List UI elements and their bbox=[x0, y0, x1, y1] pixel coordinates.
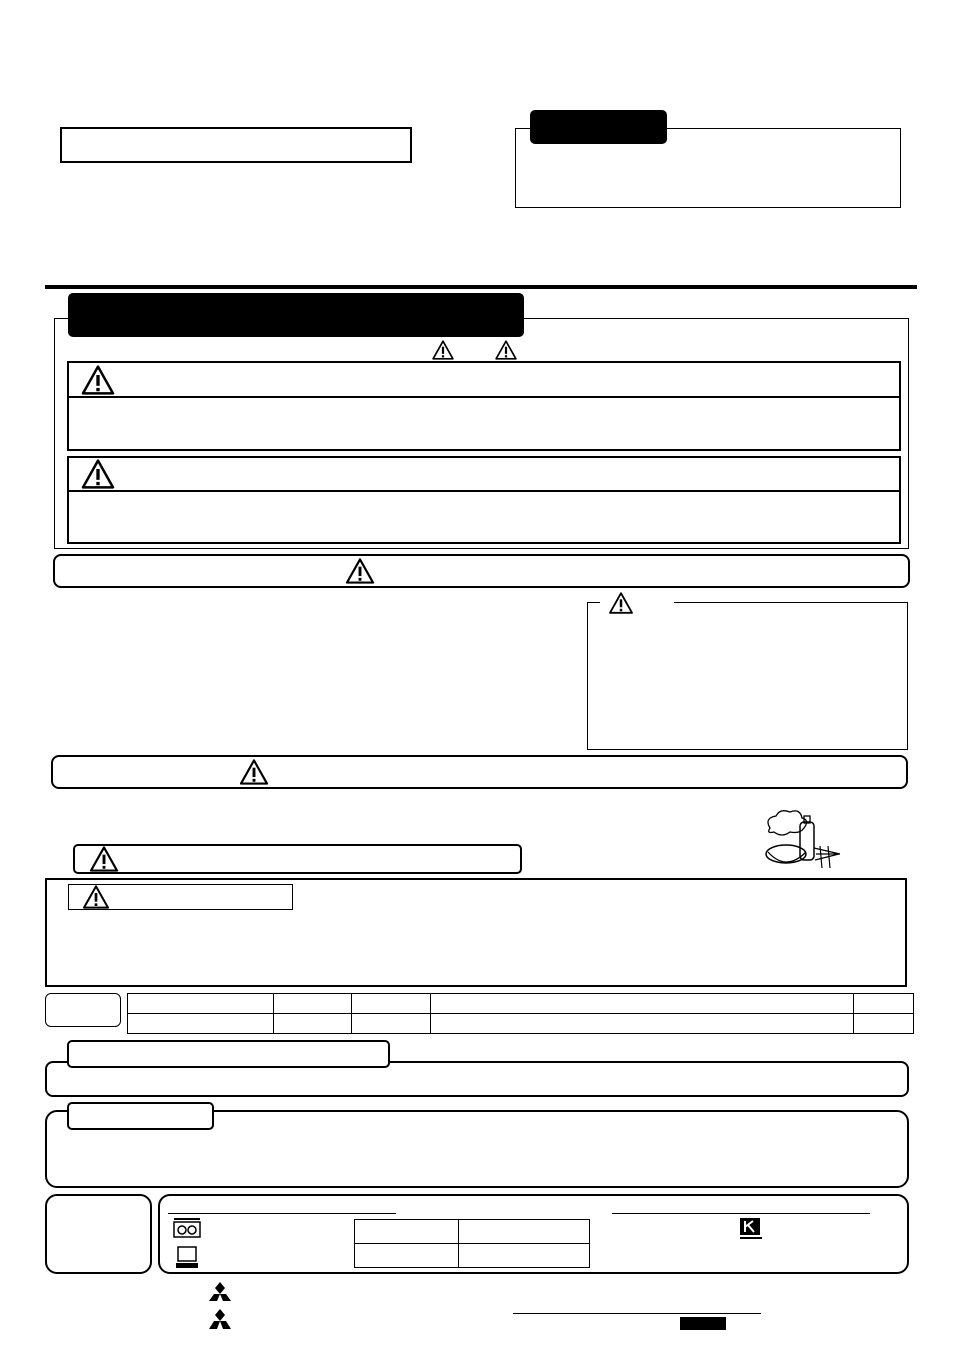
warning-triangle-icon bbox=[80, 459, 116, 489]
warning-triangle-icon bbox=[88, 846, 120, 872]
table-cell bbox=[854, 1014, 914, 1034]
footer-mark bbox=[680, 1317, 726, 1330]
illustration-icon bbox=[760, 808, 844, 874]
table-row bbox=[128, 994, 914, 1014]
table-cell bbox=[431, 1014, 854, 1034]
usage-caution-bar bbox=[51, 755, 908, 789]
side-caution-box bbox=[587, 602, 908, 750]
internet-icon bbox=[175, 1243, 199, 1269]
contact-table bbox=[354, 1219, 590, 1268]
table-cell bbox=[128, 1014, 274, 1034]
title-box bbox=[60, 127, 412, 163]
safety-banner bbox=[68, 293, 524, 337]
table-cell bbox=[431, 994, 854, 1014]
fax-icon bbox=[738, 1217, 764, 1241]
spec-table bbox=[127, 993, 914, 1034]
table-row bbox=[355, 1220, 590, 1244]
caution-header-line bbox=[67, 490, 901, 492]
warning-triangle-icon bbox=[344, 558, 376, 584]
contact-rule-right bbox=[612, 1213, 870, 1214]
table-cell bbox=[274, 1014, 352, 1034]
table-row bbox=[128, 1014, 914, 1034]
divider-rule bbox=[45, 285, 917, 289]
warning-triangle-icon bbox=[80, 365, 116, 395]
warning-triangle-icon bbox=[495, 340, 517, 360]
caution-text bbox=[80, 496, 890, 540]
table-cell bbox=[352, 1014, 431, 1034]
free-dial-icon bbox=[173, 1218, 201, 1238]
table-cell bbox=[459, 1244, 590, 1268]
warning-triangle-icon bbox=[608, 592, 634, 614]
mitsubishi-logo-icon bbox=[205, 1309, 235, 1331]
warning-text bbox=[80, 402, 890, 446]
footer-rule bbox=[513, 1313, 761, 1314]
table-cell bbox=[355, 1220, 459, 1244]
warning-header-line bbox=[67, 396, 901, 398]
table-cell bbox=[854, 994, 914, 1014]
note-tab bbox=[530, 110, 667, 144]
side-caution-tab-line bbox=[674, 602, 908, 603]
warning-triangle-icon bbox=[238, 759, 270, 785]
mitsubishi-logo-icon bbox=[205, 1282, 235, 1302]
warning-triangle-icon bbox=[432, 340, 454, 360]
table-cell bbox=[352, 994, 431, 1014]
table-cell bbox=[355, 1244, 459, 1268]
contact-label-box bbox=[45, 1194, 152, 1274]
table-cell bbox=[128, 994, 274, 1014]
panel-b-tab bbox=[67, 1102, 214, 1130]
warning-triangle-icon bbox=[82, 885, 110, 909]
table-cell bbox=[459, 1220, 590, 1244]
general-caution-bar bbox=[53, 554, 910, 588]
table-cell bbox=[274, 994, 352, 1014]
contact-rule-left bbox=[168, 1213, 396, 1214]
table-row bbox=[355, 1244, 590, 1268]
panel-a-tab bbox=[67, 1040, 390, 1068]
spec-label bbox=[45, 993, 121, 1027]
maintenance-caution-bar bbox=[73, 844, 522, 874]
